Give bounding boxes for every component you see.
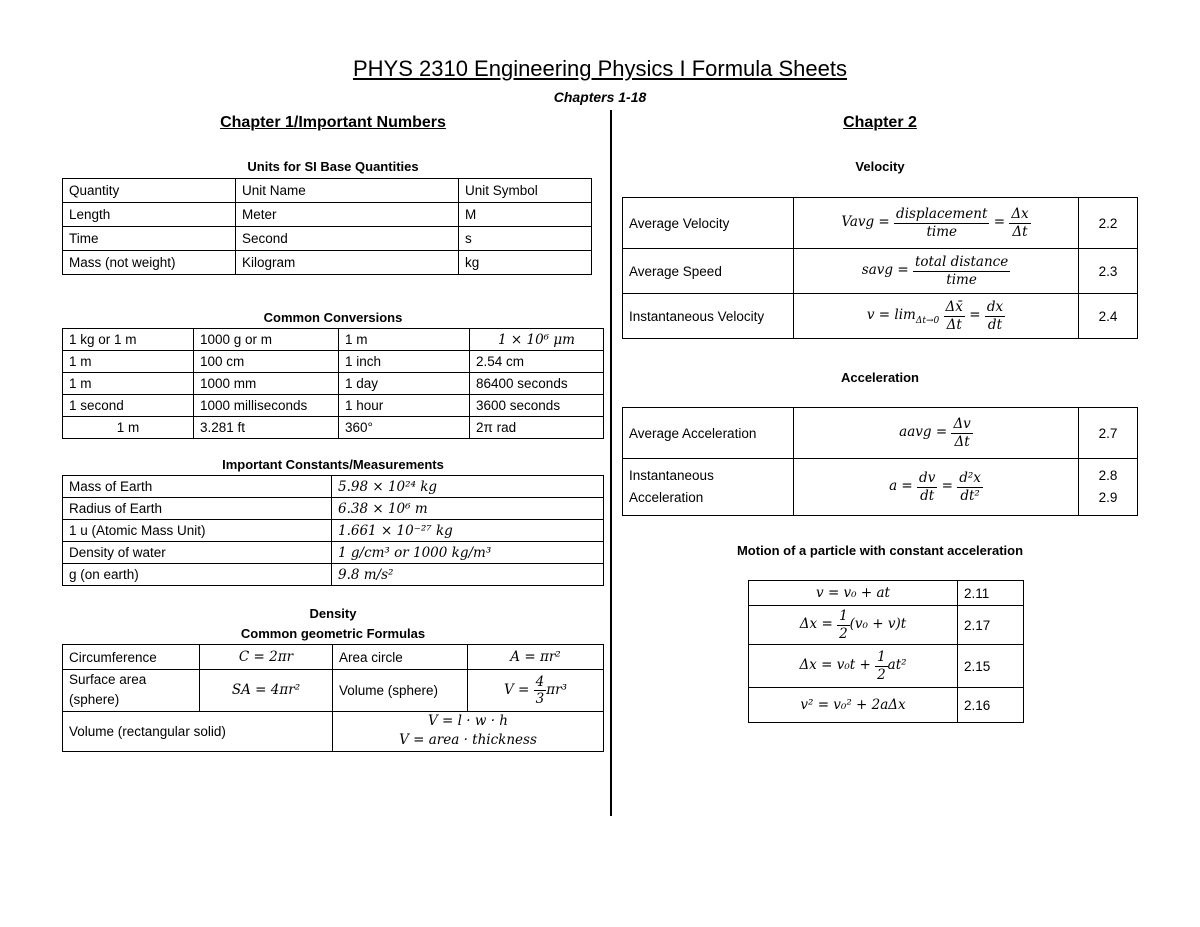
fraction	[913, 254, 1010, 287]
acceleration-title: Acceleration	[840, 370, 920, 385]
denominator: Δt	[1012, 223, 1028, 240]
table-cell: 1 g/cm³ or 1000 kg/m³	[332, 542, 604, 564]
table-cell: 2.2	[1079, 198, 1138, 249]
table-row	[63, 670, 604, 712]
fraction	[837, 608, 850, 641]
constants-title: Important Constants/Measurements	[222, 457, 444, 472]
table-cell: 3600 seconds	[470, 395, 604, 417]
table-cell: $v = \lim_{\Delta t\to 0}$ $\frac{\Delta x̄}{\Delta t}$ = $\frac{dx}{dt}$	[794, 294, 1079, 339]
table-cell: 2.11	[958, 581, 1024, 606]
table-cell: 1 hour	[339, 395, 470, 417]
fraction	[1009, 206, 1030, 239]
table-row	[63, 329, 604, 351]
formula-part: aavg =	[899, 424, 948, 441]
table-row	[749, 645, 1024, 688]
table-cell: Vavg = $\frac{\text{displacement}}{\text{time}}$ = $\frac{\Delta x}{\Delta t}$	[794, 198, 1079, 249]
table-row	[63, 498, 604, 520]
page-subtitle: Chapters 1-18	[553, 89, 647, 105]
table-cell: 1 × 10⁶ μm	[470, 329, 604, 351]
numerator: dx	[986, 299, 1004, 316]
table-cell: 1000 mm	[194, 373, 339, 395]
table-row	[63, 476, 604, 498]
density-title: Density	[309, 606, 357, 621]
table-row	[63, 645, 604, 670]
numerator: Δx	[1011, 206, 1029, 223]
table-cell: 3.281 ft	[194, 417, 339, 439]
denominator: Δt	[954, 433, 970, 450]
table-cell: Volume (rectangular solid)	[63, 711, 333, 751]
velocity-table	[622, 197, 1138, 339]
denominator: 2	[877, 666, 886, 683]
chapter2-heading: Chapter 2	[843, 114, 917, 131]
table-cell: 1 kg or 1 m	[63, 329, 194, 351]
table-cell: 2.4	[1079, 294, 1138, 339]
formula-part: a =	[889, 478, 913, 495]
formula-part: v = lim	[866, 307, 916, 324]
table-cell: v = v₀ + at	[749, 581, 958, 606]
table-row	[623, 198, 1138, 249]
formula-part: πr³	[546, 681, 567, 698]
geometric-formulas-table	[62, 644, 604, 752]
fraction	[944, 299, 965, 332]
table-cell: 360°	[339, 417, 470, 439]
table-cell: 9.8 m/s²	[332, 564, 604, 586]
table-cell: 86400 seconds	[470, 373, 604, 395]
table-cell: 6.38 × 10⁶ m	[332, 498, 604, 520]
table-cell: Circumference	[63, 645, 200, 670]
table-row	[63, 203, 592, 227]
table-row	[63, 395, 604, 417]
conversions-table	[62, 328, 604, 439]
table-cell: C = 2πr	[200, 645, 333, 670]
denominator: time	[946, 271, 977, 288]
denominator: dt	[920, 487, 935, 504]
table-cell: 2.7	[1079, 408, 1138, 459]
table-cell	[794, 249, 1079, 294]
table-cell: Instantaneous Acceleration	[623, 459, 794, 516]
numerator: 1	[877, 649, 886, 666]
table-cell: 2.17	[958, 606, 1024, 645]
table-cell: 2.15	[958, 645, 1024, 688]
table-cell: 1 m	[63, 417, 194, 439]
denominator: 3	[535, 690, 545, 707]
limit-subscript: Δt→0	[915, 316, 940, 327]
numerator: dv	[919, 470, 936, 487]
table-row	[63, 542, 604, 564]
numerator: d²x	[959, 470, 981, 487]
formula-line: V = l · w · h	[428, 712, 508, 729]
table-cell: 1 u (Atomic Mass Unit)	[63, 520, 332, 542]
table-cell: Surface area (sphere)	[63, 670, 200, 712]
table-cell: Average Velocity	[623, 198, 794, 249]
table-cell	[749, 606, 958, 645]
table-cell: g (on earth)	[63, 564, 332, 586]
conversions-title: Common Conversions	[263, 310, 403, 325]
table-cell: Volume (sphere)	[333, 670, 468, 712]
table-row	[749, 581, 1024, 606]
table-cell: 1 m	[63, 373, 194, 395]
table-cell: 5.98 × 10²⁴ kg	[332, 476, 604, 498]
table-row	[63, 179, 592, 203]
fraction	[894, 206, 989, 239]
table-cell: Mass (not weight)	[63, 251, 236, 275]
formula-line: V = area · thickness	[399, 732, 537, 749]
table-cell: Kilogram	[236, 251, 459, 275]
table-cell: 1.661 × 10⁻²⁷ kg	[332, 520, 604, 542]
table-cell	[468, 670, 604, 712]
formula-part: (v₀ + v)t	[849, 616, 907, 633]
table-cell: 2π rad	[470, 417, 604, 439]
fraction	[875, 649, 888, 682]
table-row	[63, 564, 604, 586]
numerator: 1	[839, 608, 848, 625]
constants-table	[62, 475, 604, 586]
denominator: dt	[987, 316, 1002, 333]
table-cell	[333, 711, 604, 751]
table-cell: 1 m	[63, 351, 194, 373]
table-cell: Area circle	[333, 645, 468, 670]
table-cell: A = πr²	[468, 645, 604, 670]
table-cell	[1079, 459, 1138, 516]
formula-part: V =	[504, 681, 530, 698]
table-row	[63, 373, 604, 395]
table-row	[63, 711, 604, 751]
page-title: PHYS 2310 Engineering Physics I Formula Sheets	[352, 56, 848, 81]
table-cell	[794, 408, 1079, 459]
table-cell: M	[459, 203, 592, 227]
formula-part: at²	[887, 657, 907, 674]
table-row	[63, 227, 592, 251]
si-units-table	[62, 178, 592, 275]
table-cell: 2.3	[1079, 249, 1138, 294]
table-cell	[749, 645, 958, 688]
table-row	[63, 251, 592, 275]
table-cell: 1 inch	[339, 351, 470, 373]
table-row	[623, 459, 1138, 516]
motion-table	[748, 580, 1024, 723]
table-cell: a = $\frac{dv}{dt}$ = $\frac{\text{d²x}}{\text{dt²}}$	[794, 459, 1079, 516]
table-cell: Density of water	[63, 542, 332, 564]
fraction	[951, 416, 972, 449]
table-cell: Unit Symbol	[459, 179, 592, 203]
table-cell: 2.54 cm	[470, 351, 604, 373]
table-cell: 1 m	[339, 329, 470, 351]
denominator: dt²	[960, 487, 980, 504]
table-row	[63, 351, 604, 373]
table-row	[749, 688, 1024, 723]
table-cell: Meter	[236, 203, 459, 227]
chapter1-heading: Chapter 1/Important Numbers	[220, 114, 446, 131]
table-cell: 1000 milliseconds	[194, 395, 339, 417]
velocity-title: Velocity	[855, 159, 905, 174]
fraction	[534, 674, 547, 707]
formula-part: savg =	[861, 262, 909, 279]
table-row	[63, 520, 604, 542]
table-cell: Unit Name	[236, 179, 459, 203]
denominator: time	[926, 223, 957, 240]
table-cell: 2.16	[958, 688, 1024, 723]
fraction	[917, 470, 937, 503]
table-cell: Radius of Earth	[63, 498, 332, 520]
table-cell: Average Acceleration	[623, 408, 794, 459]
formula-part: Δx =	[799, 616, 833, 633]
table-cell: Average Speed	[623, 249, 794, 294]
numerator: Δx̄	[945, 299, 963, 316]
column-divider	[610, 110, 612, 816]
denominator: 2	[839, 625, 848, 642]
table-cell: v² = v₀² + 2aΔx	[749, 688, 958, 723]
numerator: Δv	[953, 416, 971, 433]
equation-number: 2.9	[1098, 490, 1118, 505]
motion-title: Motion of a particle with constant acceleration	[736, 543, 1024, 558]
geometric-formulas-title: Common geometric Formulas	[240, 626, 426, 641]
table-row	[749, 606, 1024, 645]
table-cell: 100 cm	[194, 351, 339, 373]
numerator: 4	[535, 673, 545, 690]
table-cell: Second	[236, 227, 459, 251]
denominator: Δt	[946, 316, 962, 333]
fraction	[957, 470, 983, 503]
table-cell: 1 second	[63, 395, 194, 417]
table-cell: 1000 g or m	[194, 329, 339, 351]
numerator: total distance	[914, 254, 1009, 271]
table-cell: Instantaneous Velocity	[623, 294, 794, 339]
table-cell: 1 day	[339, 373, 470, 395]
si-units-title: Units for SI Base Quantities	[247, 159, 419, 174]
table-row	[623, 408, 1138, 459]
equation-number: 2.8	[1098, 468, 1118, 484]
numerator: displacement	[896, 206, 988, 223]
table-row	[63, 417, 604, 439]
table-cell: Length	[63, 203, 236, 227]
table-row	[623, 294, 1138, 339]
table-row	[623, 249, 1138, 294]
formula-part: Δx = v₀t +	[799, 657, 871, 674]
table-cell: Mass of Earth	[63, 476, 332, 498]
fraction	[985, 299, 1005, 332]
table-cell: Quantity	[63, 179, 236, 203]
acceleration-table	[622, 407, 1138, 516]
table-cell: kg	[459, 251, 592, 275]
table-cell: s	[459, 227, 592, 251]
formula-part: Vavg =	[841, 214, 890, 231]
table-cell: SA = 4πr²	[200, 670, 333, 712]
table-cell: Time	[63, 227, 236, 251]
